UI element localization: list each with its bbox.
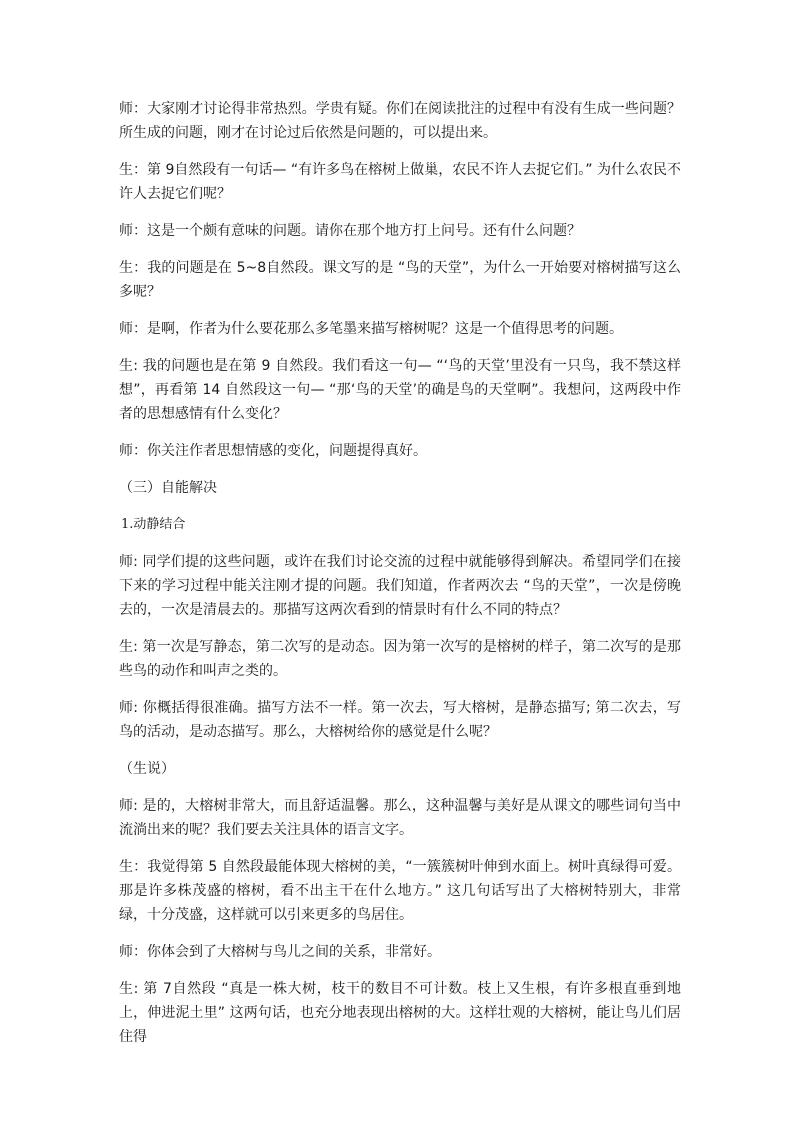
paragraph: 师：是啊，作者为什么要花那么多笔墨来描写榕树呢？这是一个值得思考的问题。 bbox=[119, 321, 623, 337]
paragraph: 师：你体会到了大榕树与鸟儿之间的关系，非常好。 bbox=[119, 944, 441, 960]
paragraph: 师：这是一个颇有意味的问题。请你在那个地方打上问号。还有什么问题？ bbox=[119, 223, 581, 239]
paragraph: 生：我的问题是在 5~8自然段。课文写的是 “鸟的天堂”，为什么一开始要对榕树描写这么多呢？ bbox=[119, 260, 681, 300]
paragraph: 生: 我的问题也是在第 9 自然段。我们看这一句— “‘鸟的天堂’里没有一只鸟，我不禁这样想”，再看第 14 自然段这一句— “那‘鸟的天堂’的确是鸟的天堂啊”。我想问，这两段中作者的思想感情有什么变化？ bbox=[119, 358, 681, 422]
paragraph: 师：你关注作者思想情感的变化，问题提得真好。 bbox=[119, 443, 427, 459]
paragraph: 师：大家刚才讨论得非常热烈。学贵有疑。你们在阅读批注的过程中有没有生成一些问题？所生成的问题，刚才在讨论过后依然是问题的，可以提出来。 bbox=[119, 101, 681, 141]
paragraph: 生：我觉得第 5 自然段最能体现大榕树的美，“一簇簇树叶伸到水面上。树叶真绿得可爱。那是许多株茂盛的榕树，看不出主干在什么地方。” 这几句话写出了大榕树特别大，非常绿，十分茂盛，这样就可以引来更多的鸟居住。 bbox=[119, 859, 681, 923]
section-heading: （三）自能解决 bbox=[119, 480, 217, 496]
subsection-heading: 1.动静结合 bbox=[121, 517, 186, 532]
document-body bbox=[119, 97, 681, 1062]
paragraph: 生：第 9自然段有一句话— “有许多鸟在榕树上做巢，农民不许人去捉它们。” 为什么农民不许人去捉它们呢？ bbox=[119, 162, 681, 202]
paragraph: 师: 同学们提的这些问题，或许在我们讨论交流的过程中就能够得到解决。希望同学们在接下来的学习过程中能关注刚才提的问题。我们知道，作者两次去 “鸟的天堂”，一次是傍晚去的，一次是清晨去的。那描写这两次看到的情景时有什么不同的特点？ bbox=[119, 554, 681, 618]
paragraph: 生: 第 7自然段 “真是一株大树，枝干的数目不可计数。枝上又生根，有许多根直垂到地上，伸进泥土里” 这两句话，也充分地表现出榕树的大。这样壮观的大榕树，能让鸟儿们居住得 bbox=[119, 981, 681, 1045]
paragraph: 师: 你概括得很准确。描写方法不一样。第一次去，写大榕树，是静态描写; 第二次去，写鸟的活动，是动态描写。那么，大榕树给你的感觉是什么呢？ bbox=[119, 700, 681, 740]
paragraph: （生说） bbox=[119, 761, 175, 777]
paragraph: 师: 是的，大榕树非常大，而且舒适温馨。那么，这种温馨与美好是从课文的哪些词句当中流淌出来的呢？我们要去关注具体的语言文字。 bbox=[119, 798, 681, 838]
paragraph: 生: 第一次是写静态，第二次写的是动态。因为第一次写的是榕树的样子，第二次写的是那些鸟的动作和叫声之类的。 bbox=[119, 639, 681, 679]
